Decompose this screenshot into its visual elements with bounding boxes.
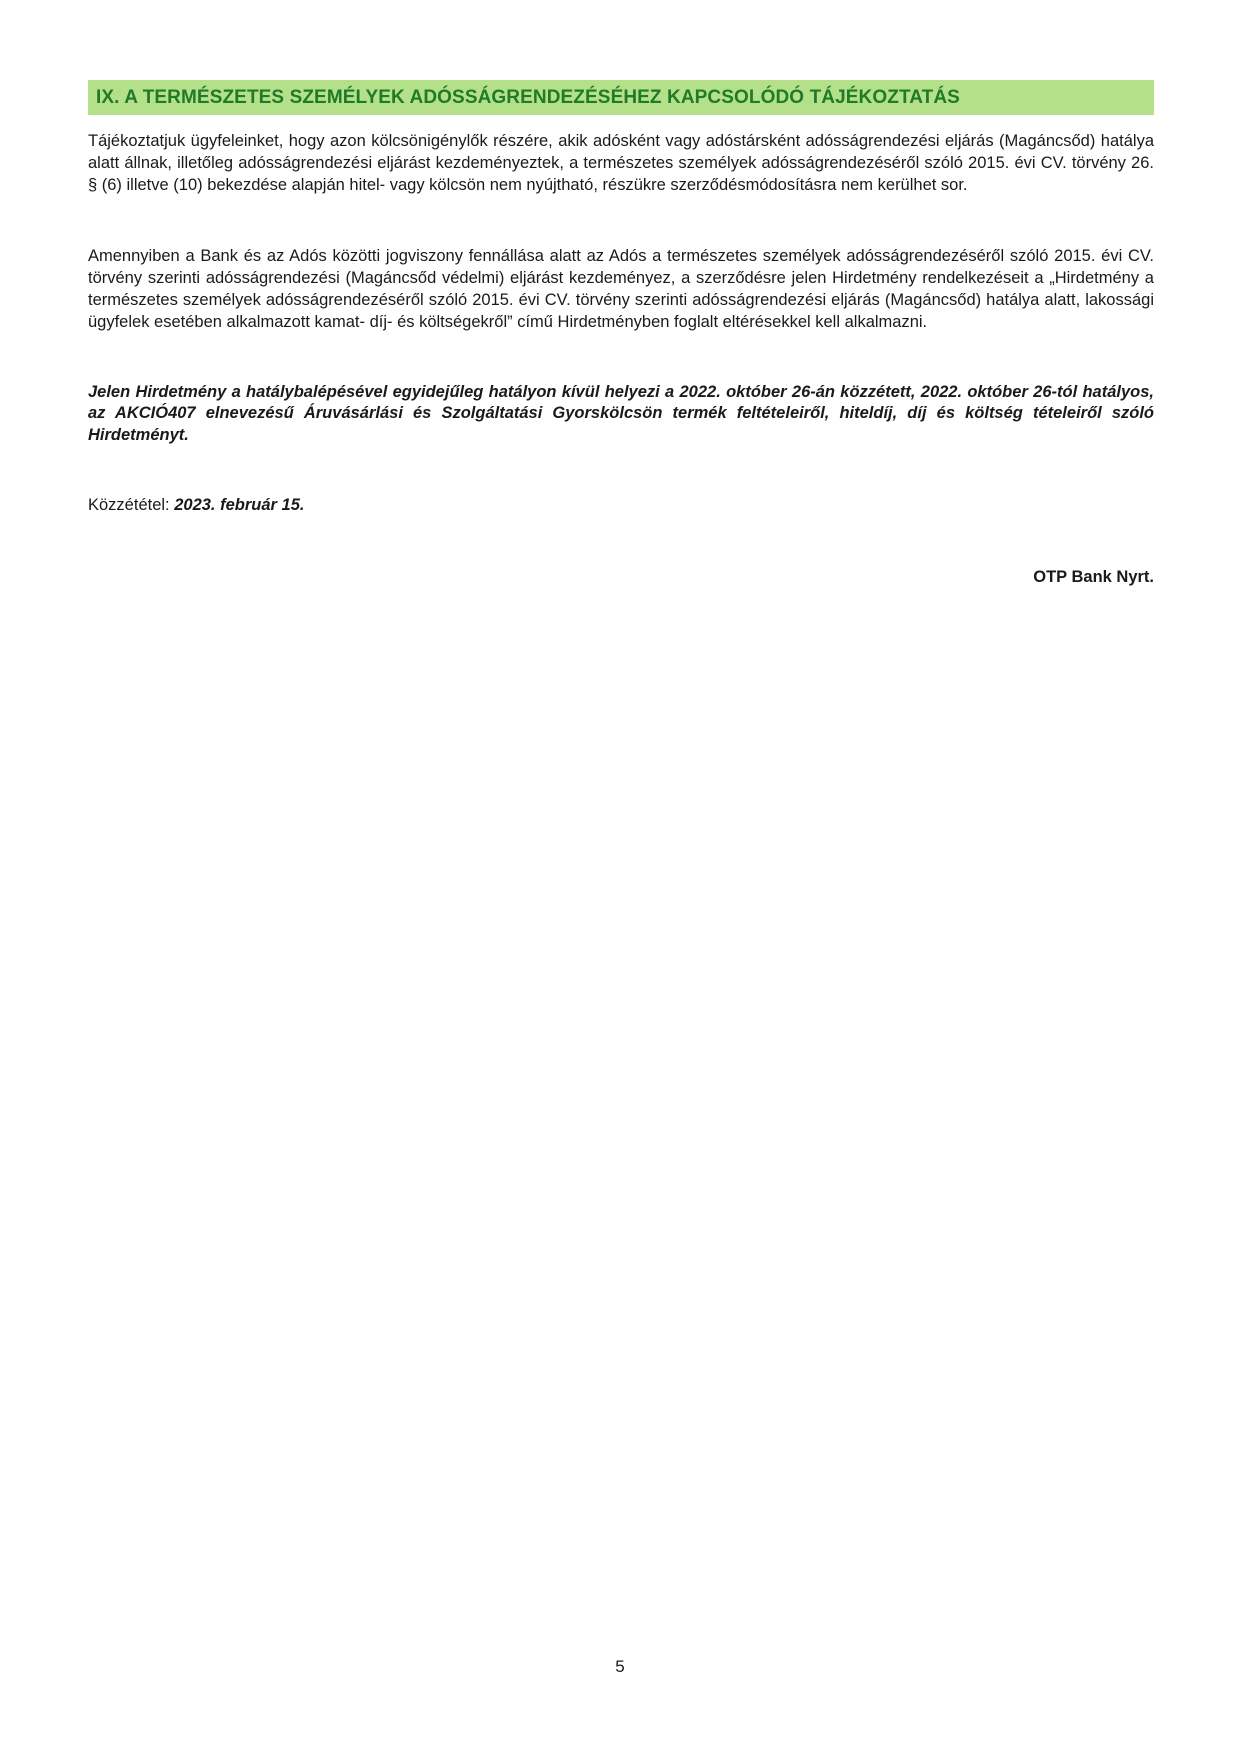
- publication-line: [88, 495, 1154, 517]
- paragraph-debt-settlement-info: Tájékoztatjuk ügyfeleinket, hogy azon kölcsönigénylők részére, akik adósként vagy adóstársként adósságrendezési eljárás (Magáncsőd) hatálya alatt állnak, illetőleg adósságrendezési eljárást kezdeményeztek, a természetes személyek adósságrendezéséről szóló 2015. évi CV. törvény 26. § (6) illetve (10) bekezdése alapján hitel- vagy kölcsön nem nyújtható, részükre szerződésmódosításra nem kerülhet sor.: [88, 132, 1154, 194]
- signature: OTP Bank Nyrt.: [1033, 567, 1154, 586]
- publication-label: Közzététel:: [88, 495, 175, 514]
- section-heading: IX. A TERMÉSZETES SZEMÉLYEK ADÓSSÁGRENDEZÉSÉHEZ KAPCSOLÓDÓ TÁJÉKOZTATÁS: [88, 80, 1154, 115]
- paragraph-repeal-notice: Jelen Hirdetmény a hatálybalépésével egyidejűleg hatályon kívül helyezi a 2022. október 26-án közzétett, 2022. október 26-tól hatályos, az AKCIÓ407 elnevezésű Áruvásárlási és Szolgáltatási Gyorskölcsön termék feltételeiről, hiteldíj, díj és költség tételeiről szóló Hirdetményt.: [88, 382, 1154, 445]
- page-number: 5: [615, 1657, 625, 1676]
- publication-date: 2023. február 15.: [174, 495, 305, 514]
- document-page: [88, 80, 1154, 589]
- paragraph-debt-settlement-procedure: Amennyiben a Bank és az Adós közötti jogviszony fennállása alatt az Adós a természetes személyek adósságrendezéséről szóló 2015. évi CV. törvény szerinti adósságrendezési (Magáncsőd védelmi) eljárást kezdeményez, a szerződésre jelen Hirdetmény rendelkezéseit a „Hirdetmény a természetes személyek adósságrendezéséről szóló 2015. évi CV. törvény szerinti adósságrendezési eljárás (Magáncsőd) hatálya alatt, lakossági ügyfelek esetében alkalmazott kamat- díj- és költségekről” című Hirdetményben foglalt eltérésekkel kell alkalmazni.: [88, 247, 1154, 331]
